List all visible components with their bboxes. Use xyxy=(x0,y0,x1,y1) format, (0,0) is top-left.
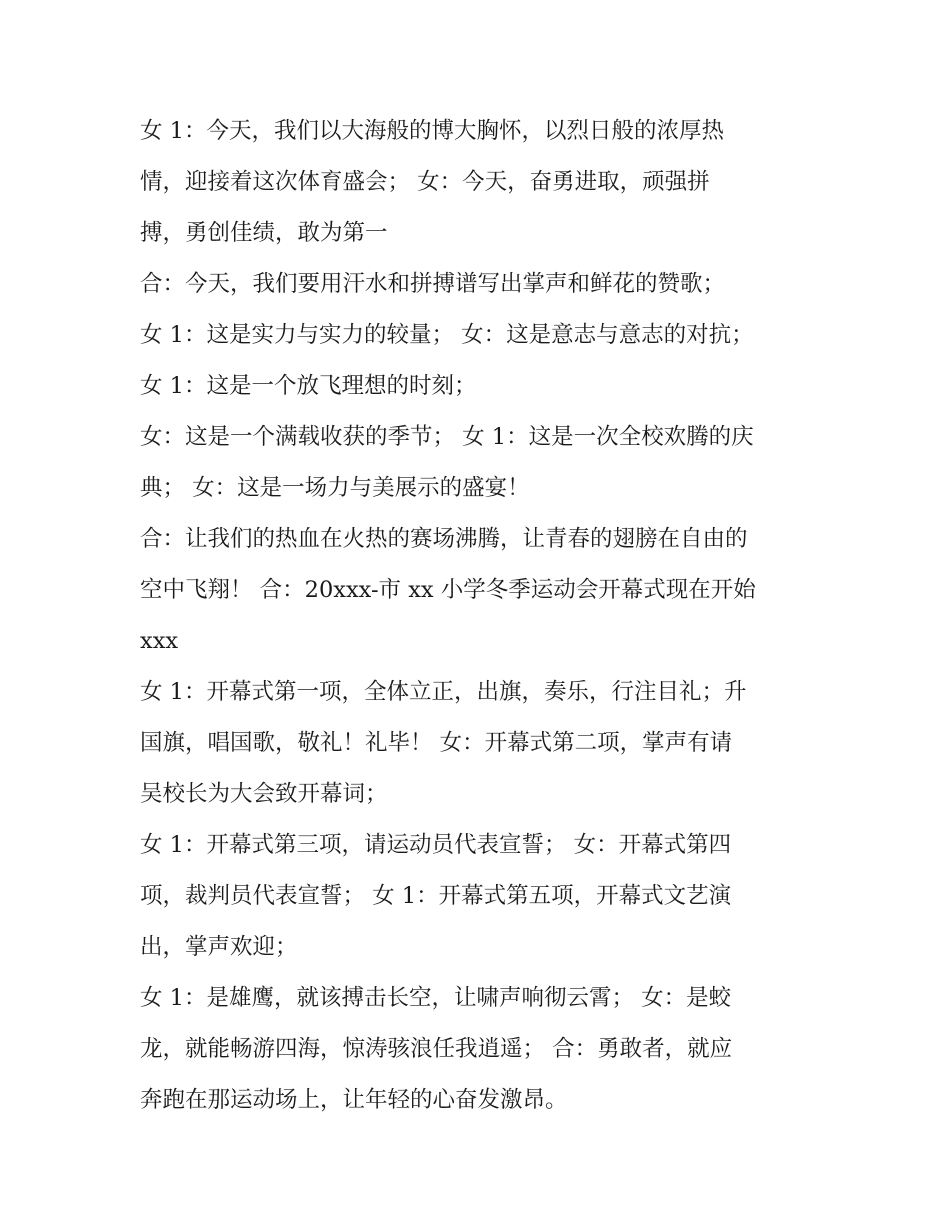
text-line: 空中飞翔！ 合：20xxx-市 xx 小学冬季运动会开幕式现在开始 xyxy=(140,577,756,603)
text-line: 搏，勇创佳绩，敢为第一 xyxy=(140,220,388,246)
text-line: 出，掌声欢迎； xyxy=(140,934,298,960)
text-line: 奔跑在那运动场上，让年轻的心奋发激昂。 xyxy=(140,1087,568,1113)
text-line: 项，裁判员代表宣誓； 女 1：开幕式第五项，开幕式文艺演 xyxy=(140,883,732,909)
text-line: 女 1：是雄鹰，就该搏击长空，让啸声响彻云霄； 女：是蛟 xyxy=(140,985,732,1011)
text-line: 女：这是一个满载收获的季节； 女 1：这是一次全校欢腾的庆 xyxy=(140,424,754,450)
text-line: 吴校长为大会致开幕词； xyxy=(140,781,388,807)
text-line: xxx xyxy=(140,628,179,654)
text-line: 合：让我们的热血在火热的赛场沸腾，让青春的翅膀在自由的 xyxy=(140,526,748,552)
text-line: 女 1：今天，我们以大海般的博大胸怀，以烈日般的浓厚热 xyxy=(140,118,724,144)
text-line: 情，迎接着这次体育盛会； 女：今天，奋勇进取，顽强拼 xyxy=(140,169,710,195)
text-line: 女 1：开幕式第一项，全体立正，出旗，奏乐，行注目礼；升 xyxy=(140,679,747,705)
document-body xyxy=(140,106,820,1126)
text-line: 合：今天，我们要用汗水和拼搏谱写出掌声和鲜花的赞歌； xyxy=(140,271,726,297)
text-line: 国旗，唱国歌，敬礼！礼毕！ 女：开幕式第二项，掌声有请 xyxy=(140,730,733,756)
text-line: 典； 女：这是一场力与美展示的盛宴！ xyxy=(140,475,530,501)
text-line: 女 1：开幕式第三项，请运动员代表宣誓； 女：开幕式第四 xyxy=(140,832,732,858)
text-line: 龙，就能畅游四海，惊涛骇浪任我逍遥； 合：勇敢者，就应 xyxy=(140,1036,733,1062)
text-line: 女 1：这是一个放飞理想的时刻； xyxy=(140,373,477,399)
text-line: 女 1：这是实力与实力的较量； 女：这是意志与意志的对抗； xyxy=(140,322,754,348)
